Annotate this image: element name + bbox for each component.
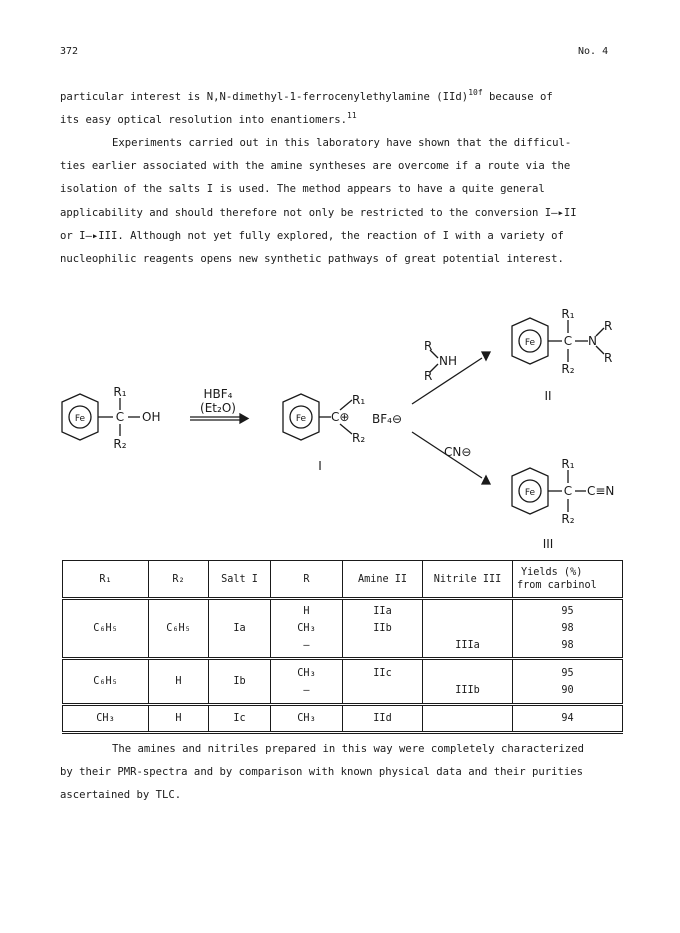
header-yields-line1: Yields (%) [521, 567, 583, 578]
paragraph-3 [60, 738, 630, 808]
reagent-ether: (Et₂O) [200, 401, 236, 415]
header-amine: Amine II [343, 561, 423, 599]
r2-label: R₂ [113, 437, 127, 451]
carbon-label: C [563, 484, 573, 498]
r1-label: R₁ [561, 307, 575, 321]
fe-label: Fe [74, 414, 86, 424]
cell-r: CH₃ [271, 705, 343, 733]
fe-label: Fe [295, 414, 307, 424]
cell-nitrile [423, 705, 513, 733]
page-number: 372 [60, 46, 79, 57]
fe-label: Fe [524, 338, 536, 348]
r2-label: R₂ [352, 431, 366, 445]
para1-line-1-text: particular interest is N,N-dimethyl-1-ferrocenylethylamine (IId) [60, 91, 469, 103]
table-row [63, 705, 623, 733]
compound-label-I: I [318, 459, 322, 473]
nitrile-group-label: C≡N [587, 484, 615, 498]
cell-r2: C₆H₅ [149, 599, 209, 659]
para2-line: or I—▸III. Although not yet fully explored, the reaction of I with a variety of [60, 229, 564, 242]
issue-number: No. 4 [578, 46, 609, 57]
amine-nh-label: NH [439, 354, 457, 368]
carbon-label: C [115, 410, 125, 424]
cell-amine [343, 599, 423, 659]
carbocation-label: C⊕ [331, 410, 350, 424]
cell-nitrile-value: IIIb [455, 684, 480, 696]
cell-salt: Ic [209, 705, 271, 733]
cell-nitrile-value [425, 603, 510, 620]
cell-r-value: CH₃ [297, 623, 316, 634]
amine-r-label: R [424, 369, 433, 383]
cell-yields [513, 659, 623, 705]
cell-nitrile-value [425, 665, 510, 682]
yields-table [62, 560, 623, 734]
reaction-arrow [190, 414, 248, 423]
cyanide-reagent: CN⊖ [444, 445, 472, 459]
para1-line-1-tail: because of [482, 91, 553, 103]
para3-line: The amines and nitriles prepared in this way were completely characterized [112, 743, 584, 755]
cell-yield-value: 98 [561, 640, 574, 651]
cell-amine: IId [343, 705, 423, 733]
cell-amine-value: IIa [373, 606, 392, 617]
hydroxyl-label: OH [142, 410, 161, 424]
cell-amine-value [345, 637, 420, 654]
header-yields-line2: from carbinol [517, 580, 597, 591]
header-r: R [271, 561, 343, 599]
ref-10f: 10f [468, 88, 483, 97]
amine-r-label: R [424, 339, 433, 353]
r2-label: R₂ [561, 512, 575, 526]
para1-line-2 [60, 109, 630, 132]
header-r1: R₁ [63, 561, 149, 599]
nitrogen-label: N [588, 334, 597, 348]
cell-r-value: H [303, 606, 310, 617]
table-row [63, 659, 623, 705]
compound-label-III: III [542, 537, 554, 550]
para2-line: Experiments carried out in this laboratory have shown that the difficul- [112, 137, 572, 149]
compound-label-II: II [544, 389, 552, 403]
para2-line: applicability and should therefore not only be restricted to the conversion I—▸II [60, 206, 577, 219]
para1-line-1 [60, 86, 630, 109]
cell-r2: H [149, 659, 209, 705]
cell-salt: Ib [209, 659, 271, 705]
cell-yields [513, 599, 623, 659]
r2-label: R₂ [561, 362, 575, 376]
cell-yield-value: 90 [561, 684, 574, 696]
paragraph-2 [60, 132, 630, 271]
para3-line: ascertained by TLC. [60, 789, 182, 802]
ref-11: 11 [347, 111, 357, 121]
header-nitrile: Nitrile III [423, 561, 513, 599]
header-yields [513, 561, 623, 599]
cell-r-value: – [303, 684, 310, 696]
amine-r-label: R [604, 351, 613, 365]
cell-r1: C₆H₅ [63, 659, 149, 705]
cell-yield-value: 95 [561, 606, 574, 617]
fe-label: Fe [524, 488, 536, 498]
paragraph-1 [60, 86, 630, 132]
para3-line: by their PMR-spectra and by comparison with known physical data and their purities [60, 766, 583, 779]
cell-r-value: – [303, 640, 310, 651]
cell-yield-value: 95 [561, 667, 574, 679]
cell-yield-value: 98 [561, 623, 574, 634]
cell-nitrile-value [425, 620, 510, 637]
cell-salt: Ia [209, 599, 271, 659]
cell-amine-value: IIb [373, 623, 392, 634]
reagent-hbf4: HBF₄ [203, 387, 233, 401]
r1-label: R₁ [352, 393, 366, 407]
cell-nitrile [423, 599, 513, 659]
cell-amine-value [345, 682, 420, 699]
cell-nitrile-value: IIIa [455, 640, 480, 651]
table-row [63, 599, 623, 659]
table-header-row [63, 561, 623, 599]
r1-label: R₁ [113, 385, 127, 399]
cell-r1: CH₃ [63, 705, 149, 733]
cell-r-value: CH₃ [297, 667, 316, 679]
header-salt: Salt I [209, 561, 271, 599]
para2-line: ties earlier associated with the amine syntheses are overcome if a route via the [60, 160, 571, 173]
cell-yields: 94 [513, 705, 623, 733]
cell-r2: H [149, 705, 209, 733]
para1-line-2-text: its easy optical resolution into enantiomers. [60, 114, 348, 127]
cell-amine [343, 659, 423, 705]
reaction-scheme [0, 290, 680, 550]
para2-line: nucleophilic reagents opens new synthetic pathways of great potential interest. [60, 253, 564, 266]
cell-amine-value: IIc [373, 667, 392, 679]
header-r2: R₂ [149, 561, 209, 599]
cell-nitrile [423, 659, 513, 705]
r1-label: R₁ [561, 457, 575, 471]
cell-r1: C₆H₅ [63, 599, 149, 659]
carbon-label: C [563, 334, 573, 348]
cell-r [271, 599, 343, 659]
para2-line: isolation of the salts I is used. The method appears to have a quite general [60, 183, 545, 196]
cell-r [271, 659, 343, 705]
amine-r-label: R [604, 319, 613, 333]
anion-label: BF₄⊖ [372, 412, 402, 426]
